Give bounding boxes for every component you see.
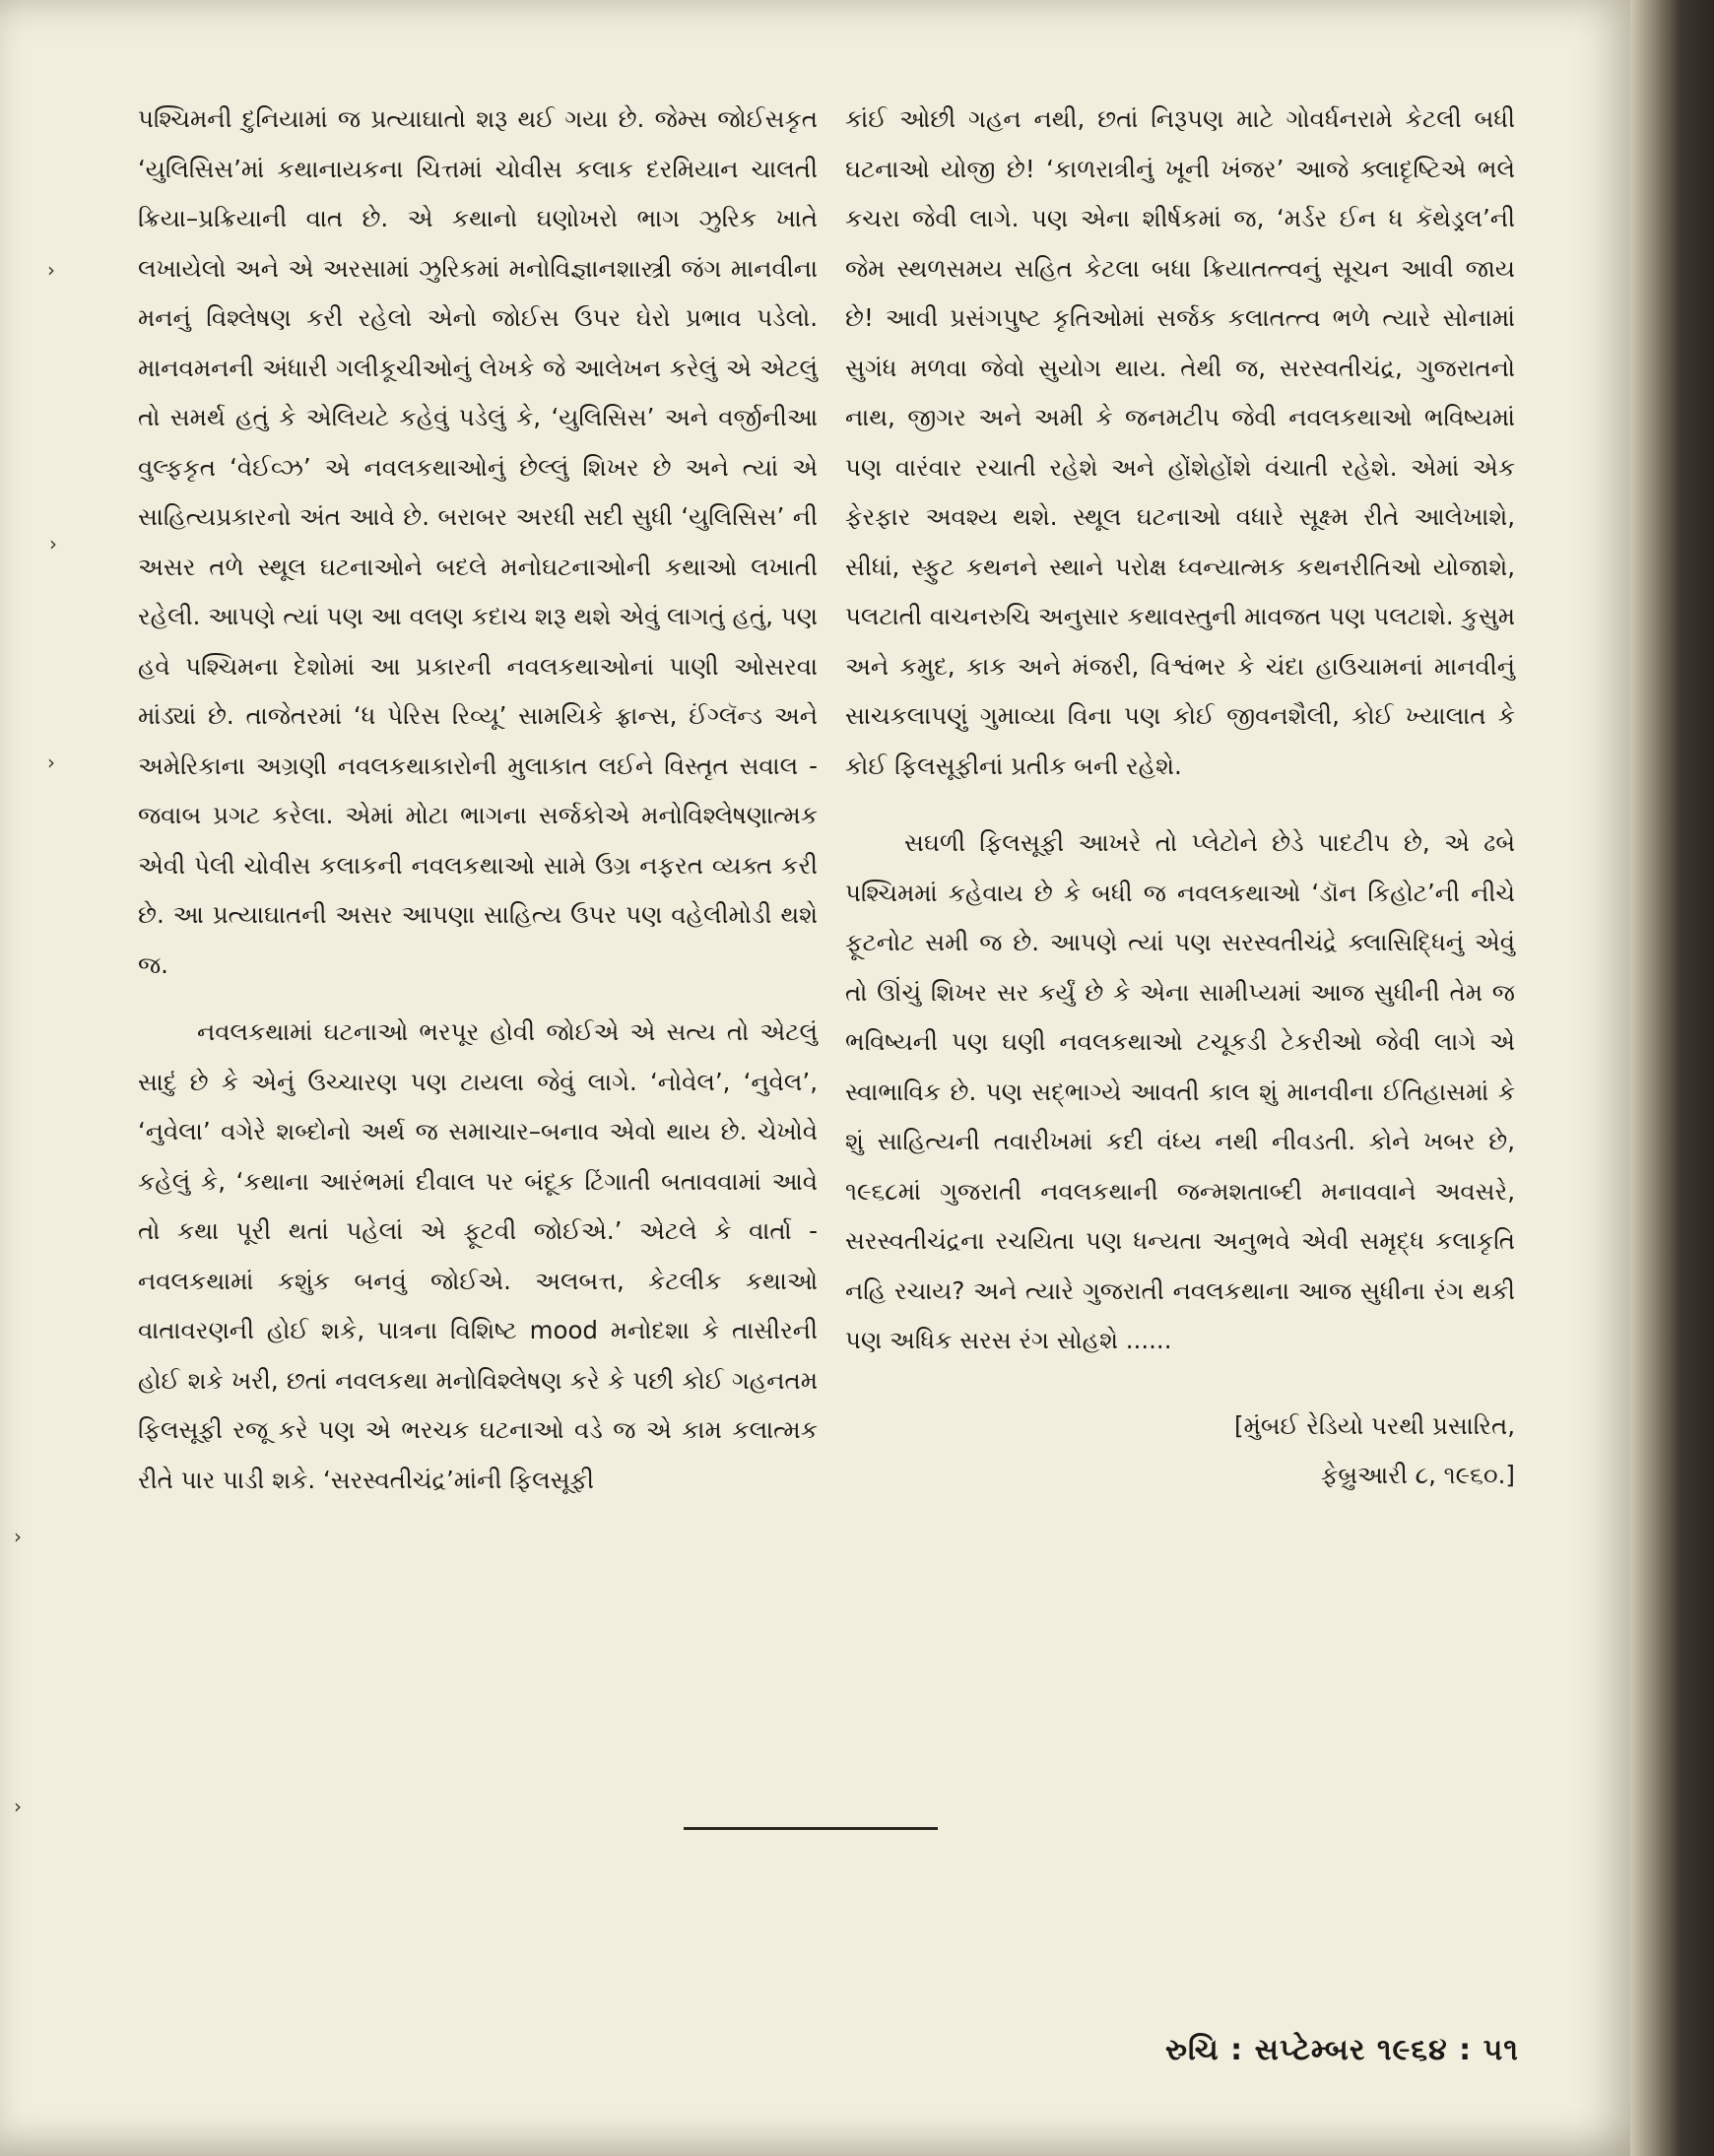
section-end-rule xyxy=(684,1827,938,1830)
broadcast-note-line-2: ફેબ્રુઆરી ૮, ૧૯૬૦.] xyxy=(1320,1460,1515,1489)
right-text-column xyxy=(845,95,1515,1500)
page-footer-folio: રુચિ : સપ્ટેમ્બર ૧૯૬૪ : ૫૧ xyxy=(1164,2033,1519,2067)
margin-mark-icon: › xyxy=(14,1525,22,1548)
margin-mark-icon: › xyxy=(47,751,55,774)
margin-mark-icon: › xyxy=(49,532,57,555)
left-paragraph-2: નવલકથામાં ઘટનાઓ ભરપૂર હોવી જોઈએ એ સત્ય તો એટલું સાદું છે કે એનું ઉચ્ચારણ પણ ટાયલા જેવું લાગે. ‘નોવેલ’, ‘નુવેલ’, ‘નુવેલા’ વગેરે શબ્દોનો અર્થ જ સમાચાર–બનાવ એવો થાય છે. ચેખોવે કહેલું કે, ‘કથાના આરંભમાં દીવાલ પર બંદૂક ટિંગાતી બતાવવામાં આવે તો કથા પૂરી થતાં પહેલાં એ ફૂટવી જોઈએ.’ એટલે કે વાર્તા - નવલકથામાં કશુંક બનવું જોઈએ. અલબત્ત, કેટલીક કથાઓ વાતાવરણની હોઈ શકે, પાત્રના વિશિષ્ટ mood મનોદશા કે તાસીરની હોઈ શકે ખરી, છતાં નવલકથા મનોવિશ્લેષણ કરે કે પછી કોઈ ગહનતમ ફિલસૂફી રજૂ કરે પણ એ ભરચક ઘટનાઓ વડે જ એ કામ કલાત્મક રીતે પાર પાડી શકે. ‘સરસ્વતીચંદ્ર’માંની ફિલસૂફી xyxy=(138,1017,818,1494)
right-paragraph-2: સઘળી ફિલસૂફી આખરે તો પ્લેટોને છેડે પાદટીપ છે, એ ઢબે પશ્ચિમમાં કહેવાય છે કે બધી જ નવલકથાઓ ‘ડૉન કિહોટ’ની નીચે ફૂટનોટ સમી જ છે. આપણે ત્યાં પણ સરસ્વતીચંદ્રે ક્લાસિદ્ધિનું એવું તો ઊંચું શિખર સર કર્યું છે કે એના સામીપ્યમાં આજ સુધીની તેમ જ ભવિષ્યની પણ ઘણી નવલકથાઓ ટચૂકડી ટેકરીઓ જેવી લાગે એ સ્વાભાવિક છે. પણ સદ્ભાગ્યે આવતી કાલ શું માનવીના ઈતિહાસમાં કે શું સાહિત્યની તવારીખમાં કદી વંધ્ય નથી નીવડતી. કોને ખબર છે, ૧૯૬૮માં ગુજરાતી નવલકથાની જન્મશતાબ્દી મનાવવાને અવસરે, સરસ્વતીચંદ્રના રચયિતા પણ ધન્યતા અનુભવે એવી સમૃદ્ધ કલાકૃતિ નહિ રચાય? અને ત્યારે ગુજરાતી નવલકથાના આજ સુધીના રંગ થકી પણ અધિક સરસ રંગ સોહશે ...... xyxy=(845,828,1515,1354)
margin-mark-icon: › xyxy=(47,258,55,282)
page-edge-shadow xyxy=(1630,0,1714,2156)
right-paragraph-1: કાંઈ ઓછી ગહન નથી, છતાં નિરૂપણ માટે ગોવર્ધનરામે કેટલી બધી ઘટનાઓ યોજી છે! ‘કાળરાત્રીનું ખૂની ખંજર’ આજે ક્લાદૃષ્ટિએ ભલે કચરા જેવી લાગે. પણ એના શીર્ષકમાં જ, ‘મર્ડર ઈન ધ કૅથેડ્રલ’ની જેમ સ્થળસમય સહિત કેટલા બધા ક્રિયાતત્ત્વનું સૂચન આવી જાય છે! આવી પ્રસંગપુષ્ટ કૃતિઓમાં સર્જક કલાતત્ત્વ ભળે ત્યારે સોનામાં સુગંધ મળવા જેવો સુયોગ થાય. તેથી જ, સરસ્વતીચંદ્ર, ગુજરાતનો નાથ, જીગર અને અમી કે જનમટીપ જેવી નવલકથાઓ ભવિષ્યમાં પણ વારંવાર રચાતી રહેશે અને હોંશેહોંશે વંચાતી રહેશે. એમાં એક ફેરફાર અવશ્ય થશે. સ્થૂલ ઘટનાઓ વધારે સૂક્ષ્મ રીતે આલેખાશે, સીધાં, સ્ફુટ કથનને સ્થાને પરોક્ષ ધ્વન્યાત્મક કથનરીતિઓ યોજાશે, પલટાતી વાચનરુચિ અનુસાર કથાવસ્તુની માવજત પણ પલટાશે. કુસુમ અને કમુદ, કાક અને મંજરી, વિશ્વંભર કે ચંદા હાઉચામનાં માનવીનું સાચકલાપણું ગુમાવ્યા વિના પણ કોઈ જીવનશૈલી, કોઈ ખ્યાલાત કે કોઈ ફિલસૂફીનાં પ્રતીક બની રહેશે. xyxy=(845,104,1515,780)
broadcast-note xyxy=(845,1402,1515,1500)
left-paragraph-1: પશ્ચિમની દુનિયામાં જ પ્રત્યાઘાતો શરૂ થઈ ગયા છે. જેમ્સ જોઈસકૃત ‘યુલિસિસ’માં કથાનાયકના ચિત્તમાં ચોવીસ કલાક દરમિયાન ચાલતી ક્રિયા–પ્રક્રિયાની વાત છે. એ કથાનો ઘણોખરો ભાગ ઝુરિક ખાતે લખાયેલો અને એ અરસામાં ઝુરિકમાં મનોવિજ્ઞાનશાસ્ત્રી જંગ માનવીના મનનું વિશ્લેષણ કરી રહેલો એનો જોઈસ ઉપર ઘેરો પ્રભાવ પડેલો. માનવમનની અંધારી ગલીકૂચીઓનું લેખકે જે આલેખન કરેલું એ એટલું તો સમર્થ હતું કે એલિયટે કહેવું પડેલું કે, ‘યુલિસિસ’ અને વર્જીનીઆ વુલ્ફકૃત ‘વેઈવ્ઝ’ એ નવલકથાઓનું છેલ્લું શિખર છે અને ત્યાં એ સાહિત્યપ્રકારનો અંત આવે છે. બરાબર અરધી સદી સુધી ‘યુલિસિસ’ ની અસર તળે સ્થૂલ ઘટનાઓને બદલે મનોઘટનાઓની કથાઓ લખાતી રહેલી. આપણે ત્યાં પણ આ વલણ કદાચ શરૂ થશે એવું લાગતું હતું, પણ હવે પશ્ચિમના દેશોમાં આ પ્રકારની નવલકથાઓનાં પાણી ઓસરવા માંડ્યાં છે. તાજેતરમાં ‘ધ પેરિસ રિવ્યૂ’ સામયિકે ફ્રાન્સ, ઈંગ્લૅન્ડ અને અમેરિકાના અગ્રણી નવલકથાકારોની મુલાકાત લઈને વિસ્તૃત સવાલ - જવાબ પ્રગટ કરેલા. એમાં મોટા ભાગના સર્જકોએ મનોવિશ્લેષણાત્મક એવી પેલી ચોવીસ કલાકની નવલકથાઓ સામે ઉગ્ર નફરત વ્યક્ત કરી છે. આ પ્રત્યાઘાતની અસર આપણા સાહિત્ય ઉપર પણ વહેલીમોડી થશે જ. xyxy=(138,104,818,979)
left-text-column xyxy=(138,95,818,1505)
margin-mark-icon: › xyxy=(14,1795,22,1818)
broadcast-note-line-1: [મુંબઈ રેડિયો પરથી પ્રસારિત, xyxy=(1234,1410,1515,1440)
